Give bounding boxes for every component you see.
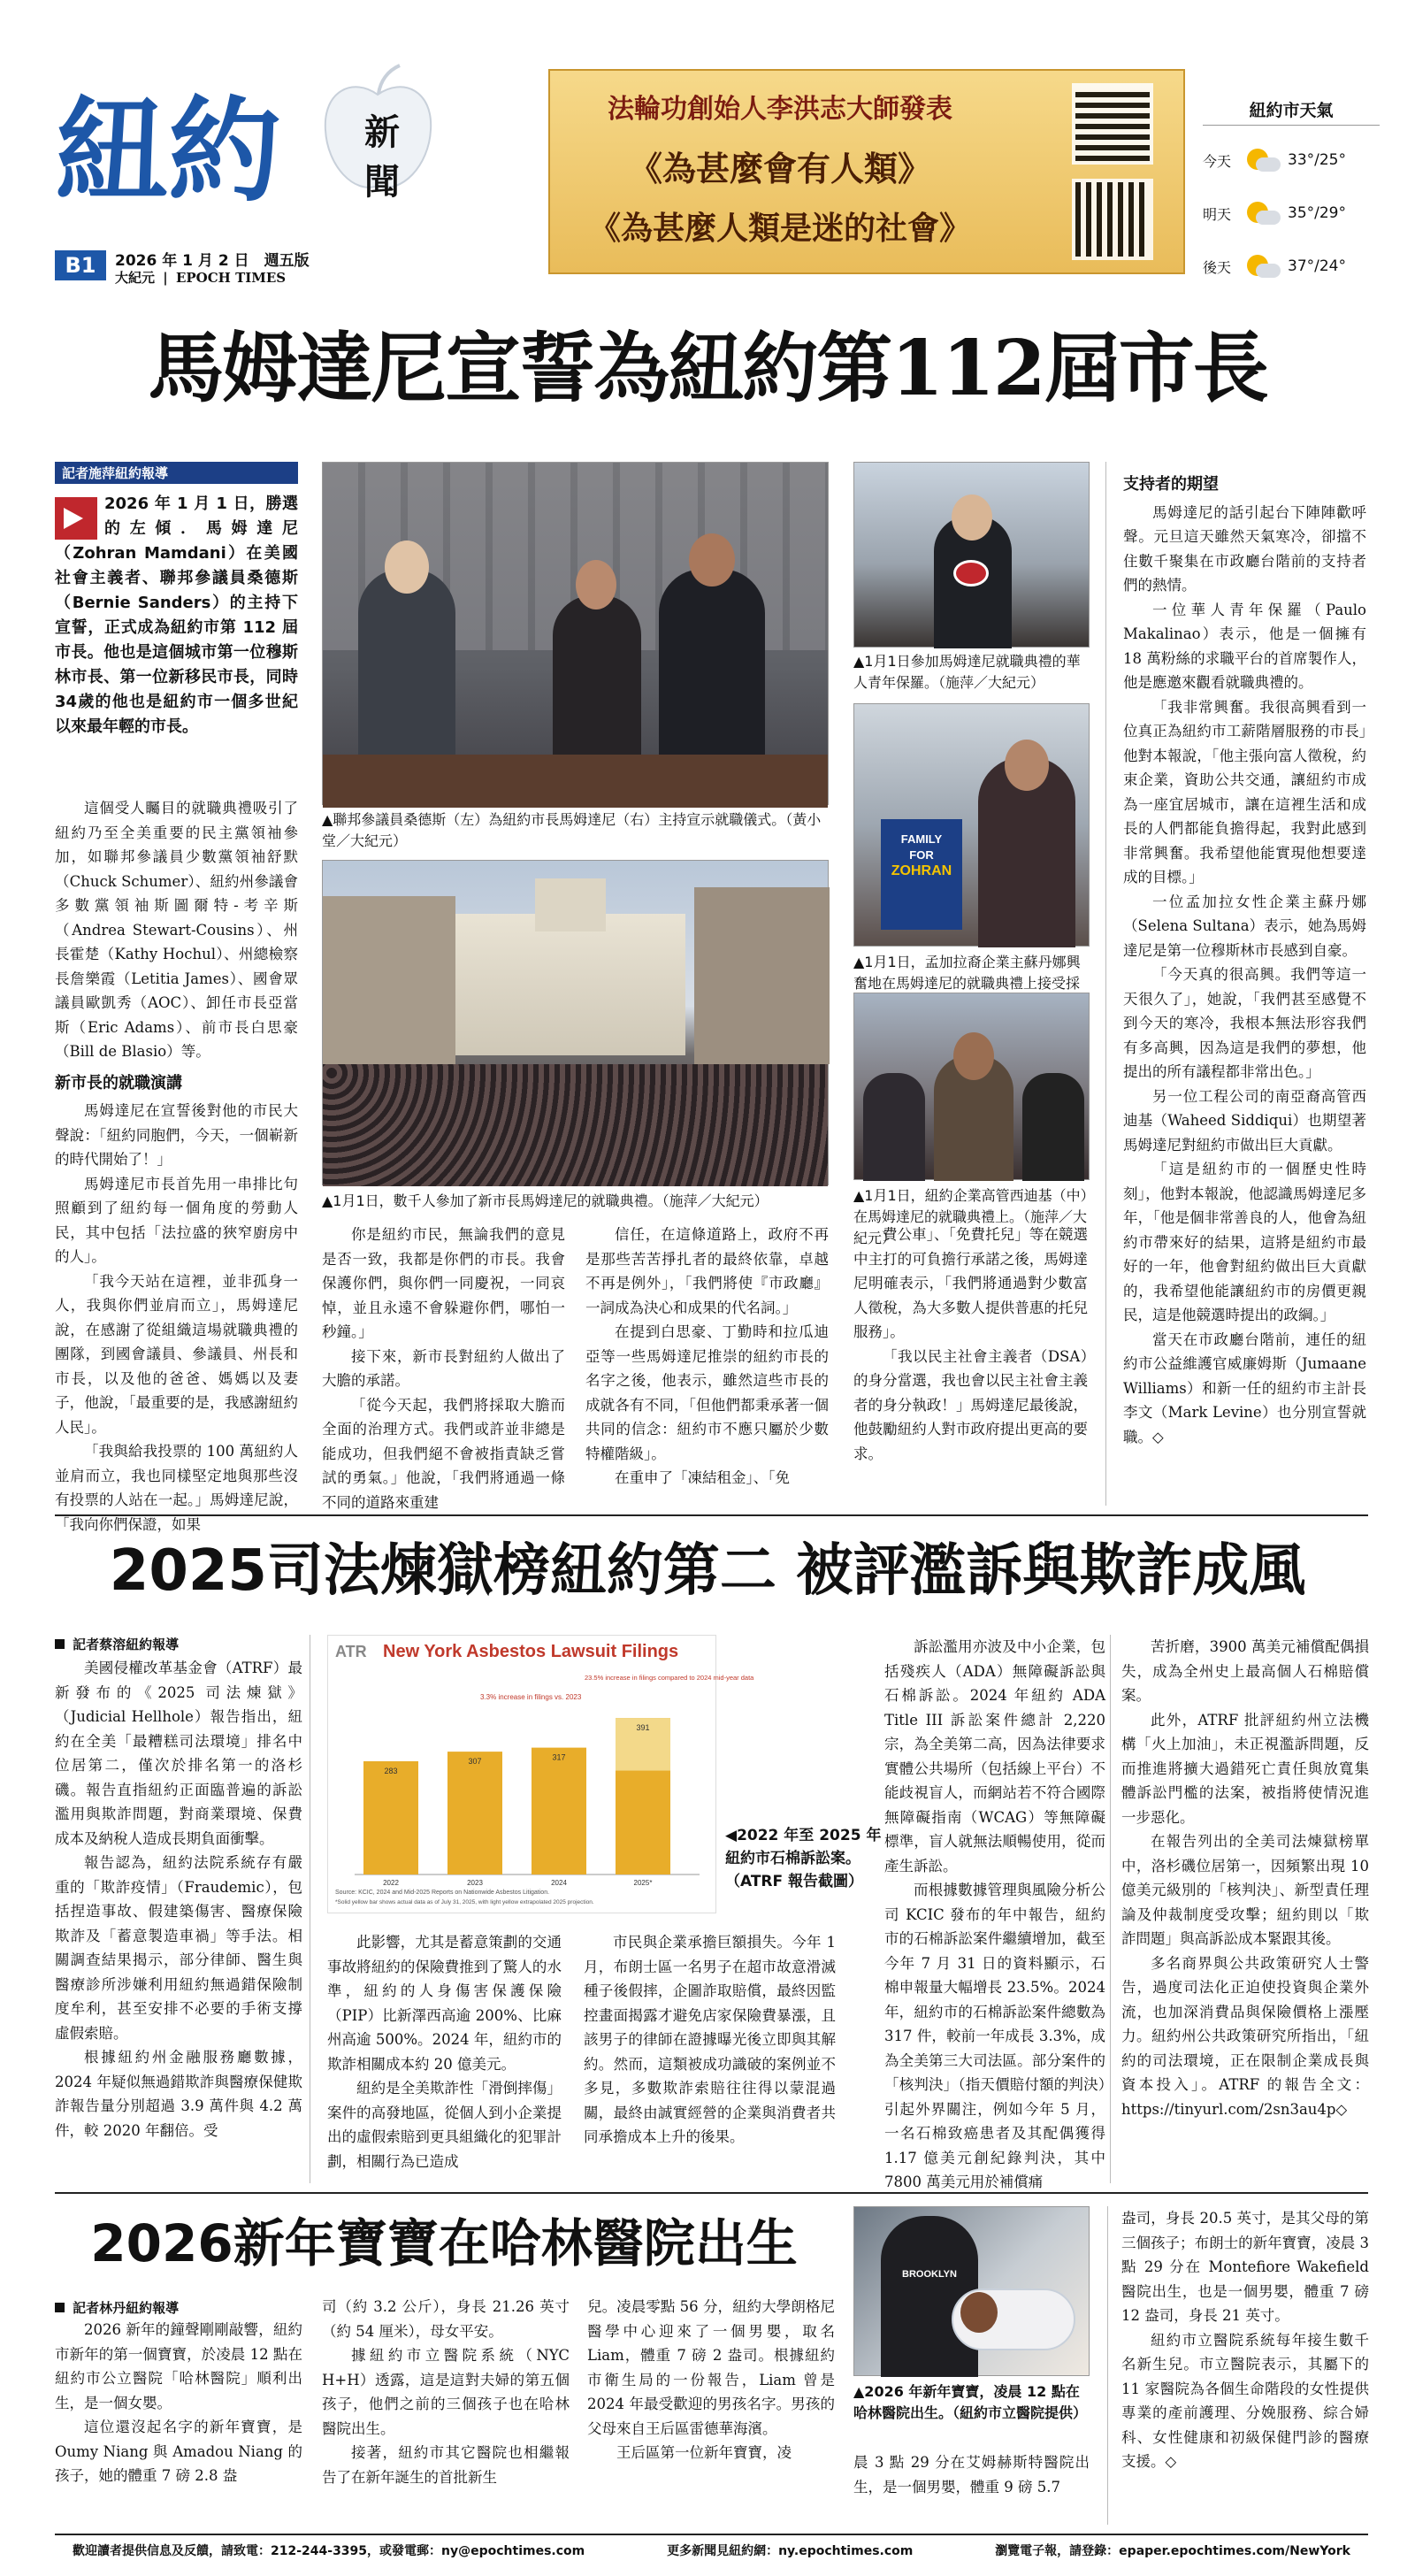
paragraph: 「今天真的很高興。我們等這一天很久了」，她說，「我們甚至感覺不到今天的寒冷，我根本無法形容我們有多高興，因為這是我們的夢想，他提出的所有議程都非常出色。」 xyxy=(1123,966,1366,1080)
paragraph: 在重申了「凍結租金」、「免 xyxy=(615,1469,790,1486)
paragraph: 紐約市立醫院系統每年接生數千名新生兒。市立醫院表示，其屬下的 11 家醫院為各個生命階段的女性提供專業的產前護理、分娩服務、綜合婦科、女性健康和初級保健門診的醫療支援。◇ xyxy=(1121,2331,1369,2470)
chart-bar-2022 xyxy=(363,1761,418,1874)
campaign-sign xyxy=(881,819,962,930)
banner-ad[interactable] xyxy=(548,69,1185,274)
chart-caption: ◀2022 年至 2025 年紐約市石棉訴訟案。（ATRF 報告截圖） xyxy=(725,1827,882,1890)
masthead-title xyxy=(55,81,281,223)
caption-chinese-youth: ▲1月1日參加馬姆達尼就職典禮的華人青年保羅。（施萍／大紀元） xyxy=(853,653,1081,691)
paragraph: 費公車」、「免費托兒」等在競選中主打的可負擔行承諾之後，馬姆達尼明確表示，「我們將通過對少數富人徵稅，為大多數人提供普惠的托兒服務」。 xyxy=(853,1226,1088,1340)
banner-title-2: 《為甚麼人類是迷的社會》 xyxy=(588,210,971,247)
chart-value-label: 317 xyxy=(552,1752,566,1762)
weather-row-tomorrow xyxy=(1203,200,1380,226)
byline-label: 記者林丹紐約報導 xyxy=(73,2300,180,2316)
sign-text: ZOHRAN xyxy=(891,863,952,878)
paragraph: 這個受人矚目的就職典禮吸引了紐約乃至全美重要的民主黨領袖參加，如聯邦參議員少數黨領袖舒默（Chuck Schumer）、紐約州參議會多數黨領袖斯圖爾特-考辛斯（Andrea Stewart-Cousins）、州長霍楚（Kathy Hochul）、州總檢察長詹樂霞（Letitia James）、國會眾議員歐凱秀（AOC）、卸任市長亞當斯（Eric Adams）、前市長白思豪（Bill de Blasio）等。 xyxy=(55,800,298,1060)
sun-cloud-icon xyxy=(1243,200,1282,226)
chart-category-label: 2023 xyxy=(467,1879,483,1887)
photo-siddiqui xyxy=(853,993,1090,1180)
paragraph: 市民與企業承擔巨額損失。今年 1 月，布朗士區一名男子在超市故意滑滅種子後假摔，企圖詐取賠償，最終因監控畫面揭露才避免店家保險費暴漲，且該男子的律師在證據曝光後立即與其解約。然而，這類被成功識破的案例並不多見，多數欺詐索賠往往得以蒙混過關，最終由誠實經營的企業與消費者共同承擔成本上升的後果。 xyxy=(584,1934,836,2145)
photo-bangladeshi-owner xyxy=(853,703,1090,947)
paragraph: 接下來，新市長對紐約人做出了大膽的承諾。 xyxy=(322,1347,565,1389)
sign-text: FOR xyxy=(909,848,934,862)
story1-col1 xyxy=(55,796,298,1533)
paragraph: 「我與給我投票的 100 萬紐約人並肩而立，我也同樣堅定地與那些沒有投票的人站在一起。」馬姆達尼說，「我向你們保證，如果 xyxy=(55,1443,298,1533)
asbestos-chart xyxy=(327,1635,754,1913)
paragraph: 在報告列出的全美司法煉獄榜單中，洛杉磯位居第一，因頻繁出現 10 億美元級別的「核判決」、新型責任理論及仲裁制度受攻擊；紐約則以「欺詐問題」與高訴訟成本緊跟其後。 xyxy=(1121,1833,1369,1947)
column-rule xyxy=(1110,1635,1111,2183)
paragraph: 馬姆達尼在宣誓後對他的市民大聲說：「紐約同胞們，今天，一個嶄新的時代開始了！」 xyxy=(55,1102,298,1168)
story3-col3 xyxy=(587,2295,835,2523)
paragraph: 訴訟濫用亦波及中小企業，包括殘疾人（ADA）無障礙訴訟與石棉訴訟。2024 年紐約 ADA Title III 訴訟案件總計 2,220 宗，為全美第二高，因為法律要求實體公共場所（包括線上平台）不能歧視盲人，而網站若不符合國際無障礙指南（WCAG）等無障礙標準，盲人就無法順暢使用，從而產生訴訟。 xyxy=(884,1638,1105,1874)
paragraph: 在提到白思豪、丁勤時和拉瓜迪亞等一些馬姆達尼推崇的紐約市長的名字之後，他表示，雖然這些市長的成就各有不同，「但他們都秉承著一個共同的信念：紐約市不應只屬於少數特權階級」。 xyxy=(585,1323,829,1462)
sun-cloud-icon xyxy=(1243,147,1282,173)
chart-svg xyxy=(328,1636,754,1914)
inauguration-photo xyxy=(322,462,829,805)
newborn-caption: ▲2026 年新年寶寶，凌晨 12 點在哈林醫院出生。（紐約市立醫院提供） xyxy=(853,2383,1088,2421)
paragraph: 報告認為，紐約法院系統存有嚴重的「欺詐疫情」（Fraudemic），包括捏造事故、假建築傷害、醫療保險欺詐及「蓄意製造車禍」等手法。相關調查結果揭示，部分律師、醫生與醫療診所涉嫌利用紐約無過錯保險制度牟利，甚至安排不必要的手術支撐虛假索賠。 xyxy=(55,1854,302,2042)
column-rule xyxy=(1107,2206,1108,2525)
crowd-caption: ▲1月1日，數千人參加了新市長馬姆達尼的就職典禮。（施萍／大紀元） xyxy=(322,1192,769,1209)
publisher-en: EPOCH TIMES xyxy=(175,270,287,286)
paragraph: 「我以民主社會主義者（DSA）的身分當選，我也會以民主社會主義者的身分執政！」馬姆達尼最後說，他鼓勵紐約人對市政府提出更高的要求。 xyxy=(853,1347,1088,1462)
qr-code-2[interactable] xyxy=(1072,179,1153,260)
paragraph: 信任，在這條道路上，政府不再是那些苦苦掙扎者的最終依靠，卓越不再是例外」，「我們將使『市政廳』一詞成為決心和成果的代名詞。」 xyxy=(585,1226,829,1316)
paragraph: 司（約 3.2 公斤），身長 21.26 英寸（約 54 厘米），母女平安。 xyxy=(322,2298,570,2340)
title-char-2: 約 xyxy=(168,86,282,218)
square-bullet-icon xyxy=(55,2303,65,2312)
story3-col4 xyxy=(853,2450,1090,2523)
story2-byline xyxy=(55,1635,302,1653)
issue-date: 2026 年 1 月 2 日 週五版 xyxy=(115,252,310,270)
weather-day-label: 後天 xyxy=(1203,258,1232,276)
publisher-line: 大紀元 | EPOCH TIMES xyxy=(115,270,287,286)
paragraph: 美國侵權改革基金會（ATRF）最新發布的《2025 司法煉獄》（Judicial Hellhole）報告指出，紐約在全美「最糟糕司法環境」排名中位居第二，僅次於排名第一的洛杉磯。報告直指紐約正面臨普遍的訴訟濫用與欺詐問題，對商業環境、保費成本及納稅人造成長期負面衝擊。 xyxy=(55,1660,302,1847)
paragraph: 根據紐約州金融服務廳數據，2024 年疑似無過錯欺詐與醫療保健欺詐報告量分別超過 3.9 萬件與 4.2 萬件，較 2020 年翻倍。受 xyxy=(55,2049,302,2139)
chart-logo: ATR xyxy=(335,1643,367,1660)
shirt-text: BROOKLYN xyxy=(902,2269,957,2280)
publisher-cn: 大紀元 xyxy=(115,270,156,286)
paragraph: 苦折磨，3900 萬美元補償配偶損失，成為全州史上最高個人石棉賠償案。 xyxy=(1121,1638,1369,1704)
red-arrow-icon xyxy=(55,497,97,540)
paragraph: 多名商界與公共政策研究人士警告，過度司法化正迫使投資與企業外流，也加深消費品與保險價格上漲壓力。紐約州公共政策研究所指出，「紐約的司法環境，正在限制企業成長與資本投入」。ATRF 的報告全文：https://tinyurl.com/2sn3au4p◇ xyxy=(1121,1954,1369,2118)
paragraph: 這位還沒起名字的新年寶寶，是 Oumy Niang 與 Amadou Niang 的孩子，她的體重 7 磅 2.8 盎 xyxy=(55,2419,302,2484)
chart-annotation: 3.3% increase in filings vs. 2023 xyxy=(480,1693,582,1701)
chart-value-label: 391 xyxy=(636,1723,650,1733)
paragraph: 王后區第一位新年寶寶，凌 xyxy=(616,2444,792,2461)
byline-label: 記者蔡溶紐約報導 xyxy=(73,1637,180,1652)
caption-siddiqui: ▲1月1日，紐約企業高管西迪基（中）在馬姆達尼的就職典禮上。（施萍／大紀元） xyxy=(853,1187,1088,1246)
masthead-subtitle xyxy=(356,108,409,207)
chart-category-label: 2025* xyxy=(633,1879,653,1887)
footer-bar xyxy=(55,2534,1368,2565)
paragraph: 一位華人青年保羅（Paulo Makalinao）表示，他是一個擁有 18 萬粉絲的求職平台的首席製作人，他是應邀來觀看就職典禮的。 xyxy=(1123,601,1366,691)
photo-chinese-youth xyxy=(853,462,1090,648)
banner-title-1: 《為甚麼會有人類》 xyxy=(628,149,931,188)
paragraph: 盎司，身長 20.5 英寸，是其父母的第三個孩子；布朗士的新年寶寶，凌晨 3 點 29 分在 Montefiore Wakefield 醫院出生，也是一個男嬰，體重 7 磅 12 盎司，身長 21 英寸。 xyxy=(1121,2210,1369,2324)
chart-value-label: 283 xyxy=(384,1766,398,1775)
subhead: 新市長的就職演講 xyxy=(55,1073,182,1092)
paragraph: 「這是紐約市的一個歷史性時刻」，他對本報說，他認識馬姆達尼多年，「他是個非常善良的人，他會為紐約市帶來好的結果，這將是紐約市最好的一年，他會對紐約做出巨大貢獻的，我希望他能讓紐約市的房價更親民，這是他競選時提出的政綱。」 xyxy=(1123,1161,1366,1323)
story1-lede-text: 2026 年 1 月 1 日，勝選的左傾．馬姆達尼（Zohran Mamdani）在美國社會主義者、聯邦參議員桑德斯（Bernie Sanders）的主持下宣誓，正式成為紐約市第 112 屆市長。他也是這個城市第一位穆斯林市長、第一位新移民市長，同時34歲的他也是紐約市一個多世紀以來最年輕的市長。 xyxy=(55,494,298,736)
story2-headline: 2025司法煉獄榜紐約第二 被評濫訴與欺詐成風 xyxy=(109,1538,1306,1604)
story2-col1 xyxy=(55,1656,302,2187)
title-char-1: 紐 xyxy=(55,86,169,218)
footer-contact[interactable]: 歡迎讀者提供信息及反饋，請致電：212-244-3395，或發電郵：ny@epochtimes.com xyxy=(73,2544,585,2558)
story2-col4 xyxy=(884,1635,1105,2190)
chart-bar-2024 xyxy=(532,1748,586,1874)
paragraph: 當天在市政廳台階前，連任的紐約市公益維護官威廉姆斯（Jumaane Williams）和新一任的紐約市主計長李文（Mark Levine）也分別宣誓就職。◇ xyxy=(1123,1330,1366,1445)
subtitle-char-1: 新 xyxy=(364,111,400,153)
subtitle-char-2: 聞 xyxy=(364,161,400,203)
chart-category-label: 2022 xyxy=(383,1879,399,1887)
paragraph: 而根據數據管理與風險分析公司 KCIC 發布的年中報告，紐約市的石棉訴訟案件繼續增加，截至今年 7 月 31 日的資料顯示，石棉申報量大幅增長 23.5%。2024 年，紐約市的石棉訴訟案件總數為 317 件，較前一年成長 3.3%，成為全美第三大司法區。部分案件的「核判決」（指天價賠付額的判決）引起外界關注，例如今年 5 月，一名石棉致癌患者及其配偶獲得 1.17 億美元創紀錄判決，其中 7800 萬美元用於補償痛 xyxy=(884,1882,1105,2190)
sign-text: FAMILY xyxy=(900,832,943,846)
inauguration-caption: ▲聯邦參議員桑德斯（左）為紐約市長馬姆達尼（右）主持宣示就職儀式。（黃小堂／大紀元） xyxy=(322,811,822,849)
story3-col1 xyxy=(55,2318,302,2523)
masthead xyxy=(0,0,1415,301)
weather-temp: 35°/29° xyxy=(1288,204,1346,222)
story3-headline: 2026新年寶寶在哈林醫院出生 xyxy=(90,2213,798,2273)
section-divider xyxy=(55,2192,1368,2194)
crowd-photo xyxy=(322,860,829,1185)
paragraph: 此外，ATRF 批評紐約州立法機構「火上加油」，未正視濫訴問題，反而推進將擴大過錯死亡責任與放寬集體訴訟門檻的法案，被指將使情況進一步惡化。 xyxy=(1121,1711,1369,1826)
paragraph: 一位孟加拉女性企業主蘇丹娜（Selena Sultana）表示，她為馬姆達尼是第一位穆斯林市長感到自豪。 xyxy=(1123,893,1366,959)
story3-col5 xyxy=(1121,2206,1369,2523)
story1-headline: 馬姆達尼宣誓為紐約第112屆市長 xyxy=(148,324,1267,413)
sun-cloud-icon xyxy=(1243,253,1282,280)
paragraph: 馬姆達尼市長首先用一串排比句照顧到了紐約每一個角度的勞動人民，其中包括「法拉盛的狹窄廚房中的人」。 xyxy=(55,1175,298,1265)
story1-col2 xyxy=(322,1223,565,1511)
story1-byline xyxy=(55,462,298,484)
section-divider xyxy=(55,1514,1368,1516)
story1-lede xyxy=(55,492,298,740)
weather-row-today xyxy=(1203,147,1380,173)
paragraph: 「我今天站在這裡，並非孤身一人，我與你們並肩而立」，馬姆達尼說，在感謝了從組織這場就職典禮的團隊，到國會議員、參議員、州長和市長，以及他的爸爸、媽媽以及妻子，他說，「最重要的是，我感謝紐約人民」。 xyxy=(55,1272,298,1436)
paragraph: 「我非常興奮。我很高興看到一位真正為紐約市工薪階層服務的市長」他對本報說，「他主張向富人徵稅，約束企業，資助公共交通，讓紐約市成為一座宜居城市，讓在這裡生活和成長的人們都能負擔得起，我對此感到非常興奮。我希望他能實現他想要達成的目標。」 xyxy=(1123,698,1366,886)
subhead: 支持者的期望 xyxy=(1123,475,1219,494)
chart-footnote: *Solid yellow bar shows actual data as of July 31, 2025, with light yellow extrapolated 2025 projection. xyxy=(335,1899,594,1905)
story2-col3 xyxy=(584,1930,836,2187)
story1-col4 xyxy=(853,1223,1088,1497)
weather-box xyxy=(1203,97,1380,292)
qr-code-1[interactable] xyxy=(1072,83,1153,165)
weather-row-day-after xyxy=(1203,253,1380,280)
paragraph: 另一位工程公司的南亞裔高管西迪基（Waheed Siddiqui）也期望著馬姆達尼對紐約市做出巨大貢獻。 xyxy=(1123,1087,1366,1154)
weather-day-label: 今天 xyxy=(1203,152,1232,170)
footer-epaper[interactable]: 瀏覽電子報，請登錄：epaper.epochtimes.com/NewYork xyxy=(995,2544,1350,2558)
story3-col2 xyxy=(322,2295,570,2523)
chart-value-label: 307 xyxy=(468,1757,482,1767)
weather-title: 紐約市天氣 xyxy=(1203,97,1380,126)
section-badge: B1 xyxy=(55,250,106,280)
paragraph: 據紐約市立醫院系統（NYC H+H）透露，這是這對夫婦的第五個孩子，他們之前的三個孩子也在哈林醫院出生。 xyxy=(322,2347,570,2437)
paragraph: 「從今天起，我們將採取大膽而全面的治理方式。我們或許並非總是能成功，但我們絕不會被指責缺乏嘗試的勇氣。」他說，「我們將通過一條不同的道路來重建 xyxy=(322,1396,565,1511)
paragraph: 兒。凌晨零點 56 分，紐約大學朗格尼醫學中心迎來了一個男嬰，取名 Liam，體重 7 磅 2 盎司。根據紐約市衛生局的一份報告，Liam 曾是 2024 年最受歡迎的男孩名字。男孩的父母來自王后區雷德華海濱。 xyxy=(587,2298,835,2437)
paragraph: 馬姆達尼的話引起台下陣陣歡呼聲。元旦這天雖然天氣寒冷，卻擋不住數千聚集在市政廳台階前的支持者們的熱情。 xyxy=(1123,503,1366,594)
newborn-photo xyxy=(853,2206,1090,2376)
banner-headline: 法輪功創始人李洪志大師發表 xyxy=(608,94,952,125)
caption-bangladeshi-owner: ▲1月1日，孟加拉裔企業主蘇丹娜興奮地在馬姆達尼的就職典禮上接受採 xyxy=(853,954,1081,992)
chart-annotation: 23.5% increase in filings compared to 2024 mid-year data xyxy=(585,1674,754,1682)
footer-website[interactable]: 更多新聞見紐約網：ny.epochtimes.com xyxy=(667,2544,914,2558)
paragraph: 接著，紐約市其它醫院也相繼報告了在新年誕生的首批新生 xyxy=(322,2444,570,2486)
weather-day-label: 明天 xyxy=(1203,205,1232,223)
paragraph: 2026 新年的鐘聲剛剛敲響，紐約市新年的第一個寶寶，於凌晨 12 點在紐約市公立醫院「哈林醫院」順利出生，是一個女嬰。 xyxy=(55,2321,302,2411)
paragraph: 晨 3 點 29 分在艾姆赫斯特醫院出生，是一個男嬰，體重 9 磅 5.7 xyxy=(853,2454,1090,2496)
story1-col3 xyxy=(585,1223,829,1497)
chart-title: New York Asbestos Lawsuit Filings xyxy=(383,1642,679,1661)
story1-right-col xyxy=(1123,472,1366,1499)
story3-byline xyxy=(55,2298,302,2317)
paragraph: 你是紐約市民，無論我們的意見是否一致，我都是你們的市長。我會保護你們，與你們一同慶祝，一同哀悼，並且永遠不會躲避你們，哪怕一秒鐘。」 xyxy=(322,1226,565,1340)
weather-temp: 37°/24° xyxy=(1288,257,1346,275)
paragraph: 紐約是全美欺詐性「滑倒摔傷」案件的高發地區，從個人到小企業提出的虛假索賠到更具組織化的犯罪計劃，相關行為已造成 xyxy=(327,2080,562,2170)
weather-temp: 33°/25° xyxy=(1288,151,1346,169)
chart-bar-2023 xyxy=(447,1752,502,1874)
story2-col2 xyxy=(327,1930,562,2187)
chart-footnote: Source: KCIC, 2024 and Mid-2025 Reports on Nationwide Asbestos Litigation. xyxy=(335,1890,550,1896)
square-bullet-icon xyxy=(55,1639,65,1649)
chart-category-label: 2024 xyxy=(551,1879,567,1887)
story2-col5 xyxy=(1121,1635,1369,2187)
column-rule xyxy=(1105,462,1106,1506)
paragraph: 此影響，尤其是蓄意策劃的交通事故將紐約的保險費推到了驚人的水準，紐約的人身傷害保護保險（PIP）比新澤西高逾 200%、比麻州高逾 500%。2024 年，紐約市的欺詐相關成本約 20 億美元。 xyxy=(327,1934,562,2073)
byline-label: 記者施萍紐約報導 xyxy=(55,462,298,484)
